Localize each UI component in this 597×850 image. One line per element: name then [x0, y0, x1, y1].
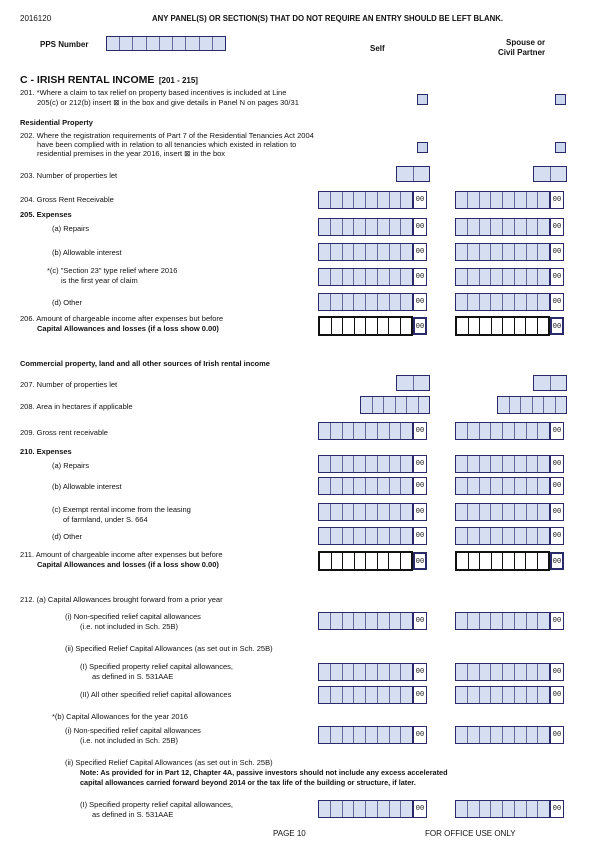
self-label: Self [370, 44, 385, 53]
line-212a-ii-2-label: (II) All other specified relief capital allowances [80, 690, 232, 699]
line-212a-ii-1-label-b: as defined in S. 531AAE [92, 672, 174, 681]
line-203-spouse-field[interactable] [533, 166, 567, 182]
line-202-text-c: residential premises in the year 2016, insert ⊠ in the box [37, 149, 226, 158]
spouse-label: Spouse or [506, 38, 546, 47]
line-205b-self-field[interactable] [318, 243, 413, 261]
line-203-label: 203. Number of properties let [20, 171, 118, 180]
line-210c-label-a: (c) Exempt rental income from the leasing [52, 505, 191, 514]
line-212a-ii-2-self-cents: 00 [413, 686, 427, 704]
line-205c-self-cents: 00 [413, 268, 427, 286]
notice: ANY PANEL(S) OR SECTION(S) THAT DO NOT REQUIRE AN ENTRY SHOULD BE LEFT BLANK. [152, 14, 504, 23]
line-206-label-b: Capital Allowances and losses (if a loss show 0.00) [37, 324, 219, 333]
line-201-spouse-checkbox[interactable] [555, 94, 566, 105]
line-211-label-a: 211. Amount of chargeable income after expenses but before [20, 550, 223, 559]
pps-label: PPS Number [40, 40, 89, 49]
line-210a-spouse-field[interactable] [455, 455, 550, 473]
line-212b-i-label-a: (i) Non-specified relief capital allowances [65, 726, 201, 735]
line-212a-ii-1-self-field[interactable] [318, 663, 413, 681]
line-212b-ii-label: (ii) Specified Relief Capital Allowances (as set out in Sch. 25B) [65, 758, 273, 767]
commercial-heading: Commercial property, land and all other sources of Irish rental income [20, 359, 270, 368]
line-205d-spouse-field[interactable] [455, 293, 550, 311]
line-204-label: 204. Gross Rent Receivable [20, 195, 114, 204]
line-211-label-b: Capital Allowances and losses (if a loss show 0.00) [37, 560, 219, 569]
line-212b-ii-1-self-field[interactable] [318, 800, 413, 818]
line-210d-spouse-field[interactable] [455, 527, 550, 545]
line-206-self-field[interactable] [318, 316, 413, 336]
line-205a-spouse-field[interactable] [455, 218, 550, 236]
line-212b-ii-1-spouse-cents: 00 [550, 800, 564, 818]
line-212b-i-spouse-cents: 00 [550, 726, 564, 744]
line-205-label: 205. Expenses [20, 210, 72, 219]
line-212b-ii-1-label-a: (I) Specified property relief capital allowances, [80, 800, 233, 809]
line-206-spouse-field[interactable] [455, 316, 550, 336]
line-205b-label: (b) Allowable interest [52, 248, 122, 257]
line-212a-ii-1-spouse-cents: 00 [550, 663, 564, 681]
line-212a-ii-2-self-field[interactable] [318, 686, 413, 704]
note-line-b: capital allowances carried forward beyond 2014 or the tax life of the building or structure, if later. [80, 778, 416, 787]
line-203-self-field[interactable] [396, 166, 430, 182]
line-210b-self-field[interactable] [318, 477, 413, 495]
line-211-self-field[interactable] [318, 551, 413, 571]
line-212a-i-label-b: (i.e. not included in Sch. 25B) [80, 622, 178, 631]
line-210b-spouse-field[interactable] [455, 477, 550, 495]
line-210c-label-b: of farmland, under S. 664 [63, 515, 148, 524]
line-210a-label: (a) Repairs [52, 461, 90, 470]
line-209-self-field[interactable] [318, 422, 413, 440]
line-210d-self-field[interactable] [318, 527, 413, 545]
line-205a-spouse-cents: 00 [550, 218, 564, 236]
line-212b-i-self-field[interactable] [318, 726, 413, 744]
line-205a-self-field[interactable] [318, 218, 413, 236]
line-210d-self-cents: 00 [413, 527, 427, 545]
line-212a-ii-2-spouse-field[interactable] [455, 686, 550, 704]
line-207-self-field[interactable] [396, 375, 430, 391]
residential-heading: Residential Property [20, 118, 93, 127]
page-number: PAGE 10 [273, 829, 306, 838]
line-209-spouse-cents: 00 [550, 422, 564, 440]
line-201-text-a: 201. *Where a claim to tax relief on property based incentives is included at Line [20, 88, 287, 97]
line-212b-label: *(b) Capital Allowances for the year 2016 [52, 712, 188, 721]
line-208-label: 208. Area in hectares if applicable [20, 402, 133, 411]
line-210a-self-field[interactable] [318, 455, 413, 473]
office-use-label: FOR OFFICE USE ONLY [425, 829, 516, 838]
line-210a-self-cents: 00 [413, 455, 427, 473]
section-range: [201 - 215] [158, 76, 198, 85]
civil-partner-label: Civil Partner [498, 48, 546, 57]
line-211-spouse-field[interactable] [455, 551, 550, 571]
line-208-spouse-field[interactable] [497, 396, 567, 414]
line-212b-i-label-b: (i.e. not included in Sch. 25B) [80, 736, 178, 745]
line-210d-spouse-cents: 00 [550, 527, 564, 545]
line-212a-i-self-field[interactable] [318, 612, 413, 630]
line-210c-self-cents: 00 [413, 503, 427, 521]
line-211-spouse-cents: 00 [550, 552, 564, 570]
line-205c-label-b: is the first year of claim [61, 276, 138, 285]
line-208-self-field[interactable] [360, 396, 430, 414]
pps-number-field[interactable] [106, 36, 226, 51]
line-212b-i-self-cents: 00 [413, 726, 427, 744]
line-209-self-cents: 00 [413, 422, 427, 440]
line-205c-label-a: *(c) "Section 23" type relief where 2016 [47, 266, 178, 275]
line-205a-label: (a) Repairs [52, 224, 90, 233]
section-title: C - IRISH RENTAL INCOME [20, 74, 155, 86]
line-202-text-a: 202. Where the registration requirements of Part 7 of the Residential Tenancies Act 2004 [20, 131, 314, 140]
line-209-label: 209. Gross rent receivable [20, 428, 108, 437]
line-205b-self-cents: 00 [413, 243, 427, 261]
line-204-self-field[interactable] [318, 191, 413, 209]
line-204-spouse-field[interactable] [455, 191, 550, 209]
line-210c-spouse-cents: 00 [550, 503, 564, 521]
line-204-spouse-cents: 00 [550, 191, 564, 209]
line-212a-ii-2-spouse-cents: 00 [550, 686, 564, 704]
line-205d-spouse-cents: 00 [550, 293, 564, 311]
line-202-spouse-checkbox[interactable] [555, 142, 566, 153]
line-206-spouse-cents: 00 [550, 317, 564, 335]
line-205b-spouse-cents: 00 [550, 243, 564, 261]
line-212a-i-spouse-field[interactable] [455, 612, 550, 630]
line-210c-spouse-field[interactable] [455, 503, 550, 521]
form-code: 2016120 [20, 14, 52, 23]
line-210a-spouse-cents: 00 [550, 455, 564, 473]
line-205c-spouse-cents: 00 [550, 268, 564, 286]
line-212a-ii-1-spouse-field[interactable] [455, 663, 550, 681]
line-202-text-b: have been complied with in relation to all tenancies which existed in relation to [37, 140, 297, 149]
line-210c-self-field[interactable] [318, 503, 413, 521]
note-line-a: Note: As provided for in Part 12, Chapter 4A, passive investors should not include any excess accelerated [80, 768, 448, 777]
line-212a-i-label-a: (i) Non-specified relief capital allowances [65, 612, 201, 621]
line-207-spouse-field[interactable] [533, 375, 567, 391]
line-205c-self-field[interactable] [318, 268, 413, 286]
line-210b-label: (b) Allowable interest [52, 482, 122, 491]
line-210b-spouse-cents: 00 [550, 477, 564, 495]
line-202-self-checkbox[interactable] [417, 142, 428, 153]
line-201-text-b: 205(c) or 212(b) insert ⊠ in the box and give details in Panel N on pages 30/31 [37, 98, 299, 107]
line-209-spouse-field[interactable] [455, 422, 550, 440]
line-212a-ii-1-label-a: (I) Specified property relief capital allowances, [80, 662, 233, 671]
line-205d-label: (d) Other [52, 298, 83, 307]
line-212a-ii-1-self-cents: 00 [413, 663, 427, 681]
line-212b-ii-1-label-b: as defined in S. 531AAE [92, 810, 174, 819]
line-210d-label: (d) Other [52, 532, 83, 541]
line-210b-self-cents: 00 [413, 477, 427, 495]
line-212b-ii-1-self-cents: 00 [413, 800, 427, 818]
line-205b-spouse-field[interactable] [455, 243, 550, 261]
line-212a-label: 212. (a) Capital Allowances brought forward from a prior year [20, 595, 223, 604]
line-207-label: 207. Number of properties let [20, 380, 118, 389]
line-212b-i-spouse-field[interactable] [455, 726, 550, 744]
line-210-label: 210. Expenses [20, 447, 72, 456]
line-205c-spouse-field[interactable] [455, 268, 550, 286]
line-212a-ii-label: (ii) Specified Relief Capital Allowances (as set out in Sch. 25B) [65, 644, 273, 653]
line-201-self-checkbox[interactable] [417, 94, 428, 105]
line-205d-self-field[interactable] [318, 293, 413, 311]
line-204-self-cents: 00 [413, 191, 427, 209]
line-212a-i-spouse-cents: 00 [550, 612, 564, 630]
line-205d-self-cents: 00 [413, 293, 427, 311]
line-211-self-cents: 00 [413, 552, 427, 570]
section-heading [20, 70, 198, 88]
line-212a-i-self-cents: 00 [413, 612, 427, 630]
line-206-label-a: 206. Amount of chargeable income after expenses but before [20, 314, 224, 323]
line-206-self-cents: 00 [413, 317, 427, 335]
line-212b-ii-1-spouse-field[interactable] [455, 800, 550, 818]
line-205a-self-cents: 00 [413, 218, 427, 236]
